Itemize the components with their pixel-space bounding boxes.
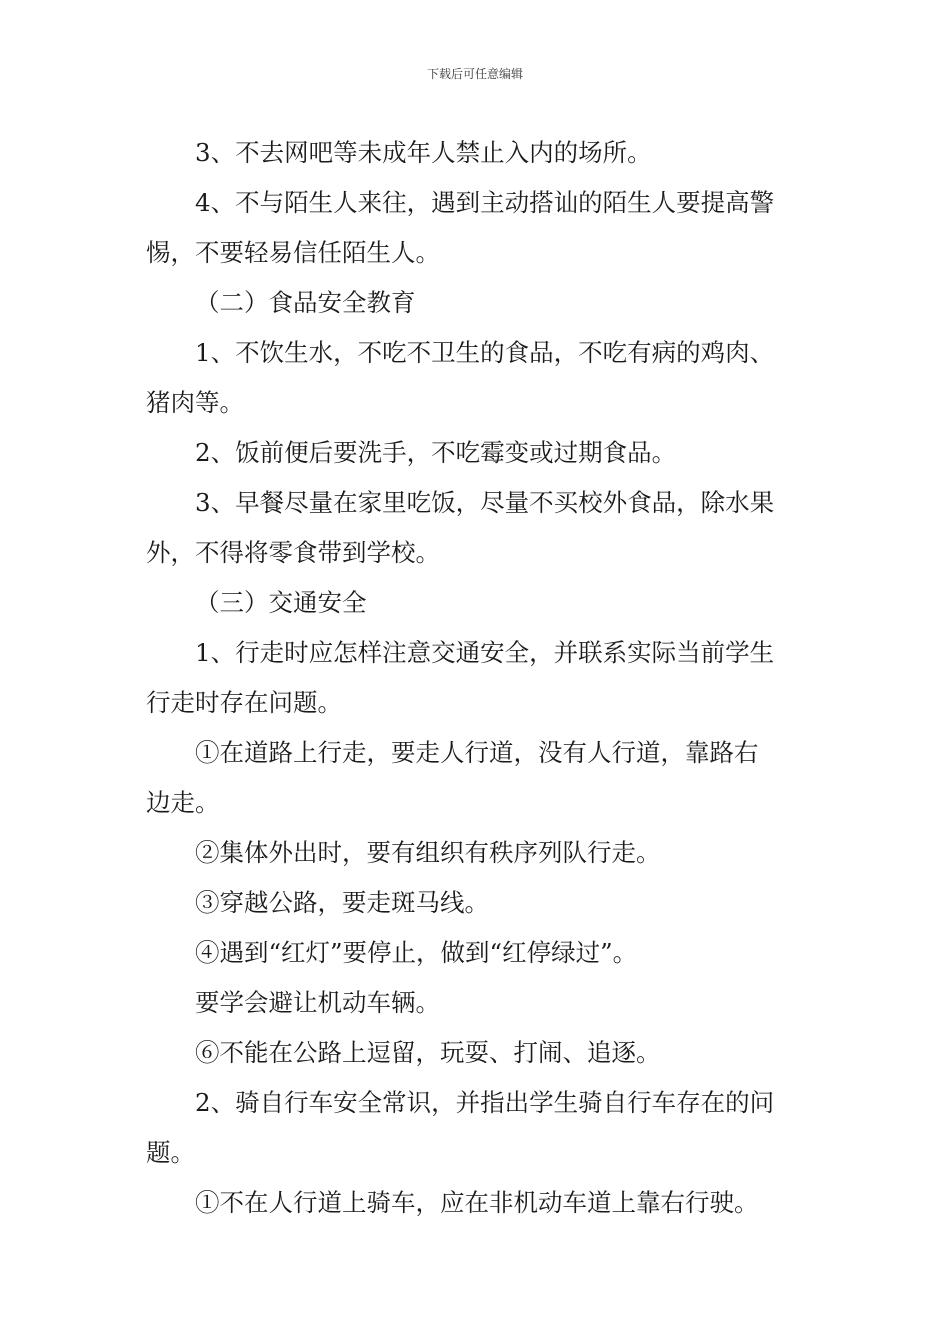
paragraph (146, 728, 810, 828)
text-line: 3、不去网吧等未成年人禁止入内的场所。 (195, 138, 652, 167)
text-line: ⑥不能在公路上逗留，玩耍、打闹、追逐。 (195, 1038, 661, 1067)
paragraph (146, 178, 810, 278)
paragraph (146, 1028, 810, 1078)
paragraph (146, 328, 810, 428)
paragraph (146, 628, 810, 728)
section-heading (146, 278, 810, 328)
text-line: ②集体外出时，要有组织有秩序列队行走。 (195, 838, 661, 867)
paragraph (146, 928, 810, 978)
page-header: 下载后可任意编辑 (426, 67, 523, 81)
text-line: ④遇到“红灯”要停止，做到“红停绿过”。 (195, 938, 638, 967)
paragraph (146, 978, 810, 1028)
document-body (146, 128, 810, 1228)
text-line: 2、骑自行车安全常识，并指出学生骑自行车存在的问 (195, 1088, 775, 1117)
paragraph (146, 828, 810, 878)
paragraph (146, 428, 810, 478)
text-line: ①在道路上行走，要走人行道，没有人行道，靠路右 (195, 738, 759, 767)
text-line: 3、早餐尽量在家里吃饭，尽量不买校外食品，除水果 (195, 488, 775, 517)
text-line: 行走时存在问题。 (146, 688, 342, 717)
text-line: 要学会避让机动车辆。 (195, 988, 440, 1017)
paragraph (146, 878, 810, 928)
paragraph (146, 478, 810, 578)
text-line: 1、行走时应怎样注意交通安全，并联系实际当前学生 (195, 638, 775, 667)
paragraph (146, 128, 810, 178)
text-line: 边走。 (146, 788, 220, 817)
section-heading (146, 578, 810, 628)
text-line: 外，不得将零食带到学校。 (146, 538, 440, 567)
paragraph (146, 1078, 810, 1178)
text-line: 题。 (146, 1138, 195, 1167)
text-line: 1、不饮生水，不吃不卫生的食品，不吃有病的鸡肉、 (195, 338, 775, 367)
paragraph (146, 1178, 810, 1228)
text-line: （三）交通安全 (195, 588, 367, 617)
text-line: 4、不与陌生人来往，遇到主动搭讪的陌生人要提高警 (195, 188, 775, 217)
text-line: 2、饭前便后要洗手，不吃霉变或过期食品。 (195, 438, 677, 467)
text-line: 惕，不要轻易信任陌生人。 (146, 238, 440, 267)
text-line: ①不在人行道上骑车，应在非机动车道上靠右行驶。 (195, 1188, 759, 1217)
text-line: （二）食品安全教育 (195, 288, 416, 317)
text-line: 猪肉等。 (146, 388, 244, 417)
text-line: ③穿越公路，要走斑马线。 (195, 888, 489, 917)
